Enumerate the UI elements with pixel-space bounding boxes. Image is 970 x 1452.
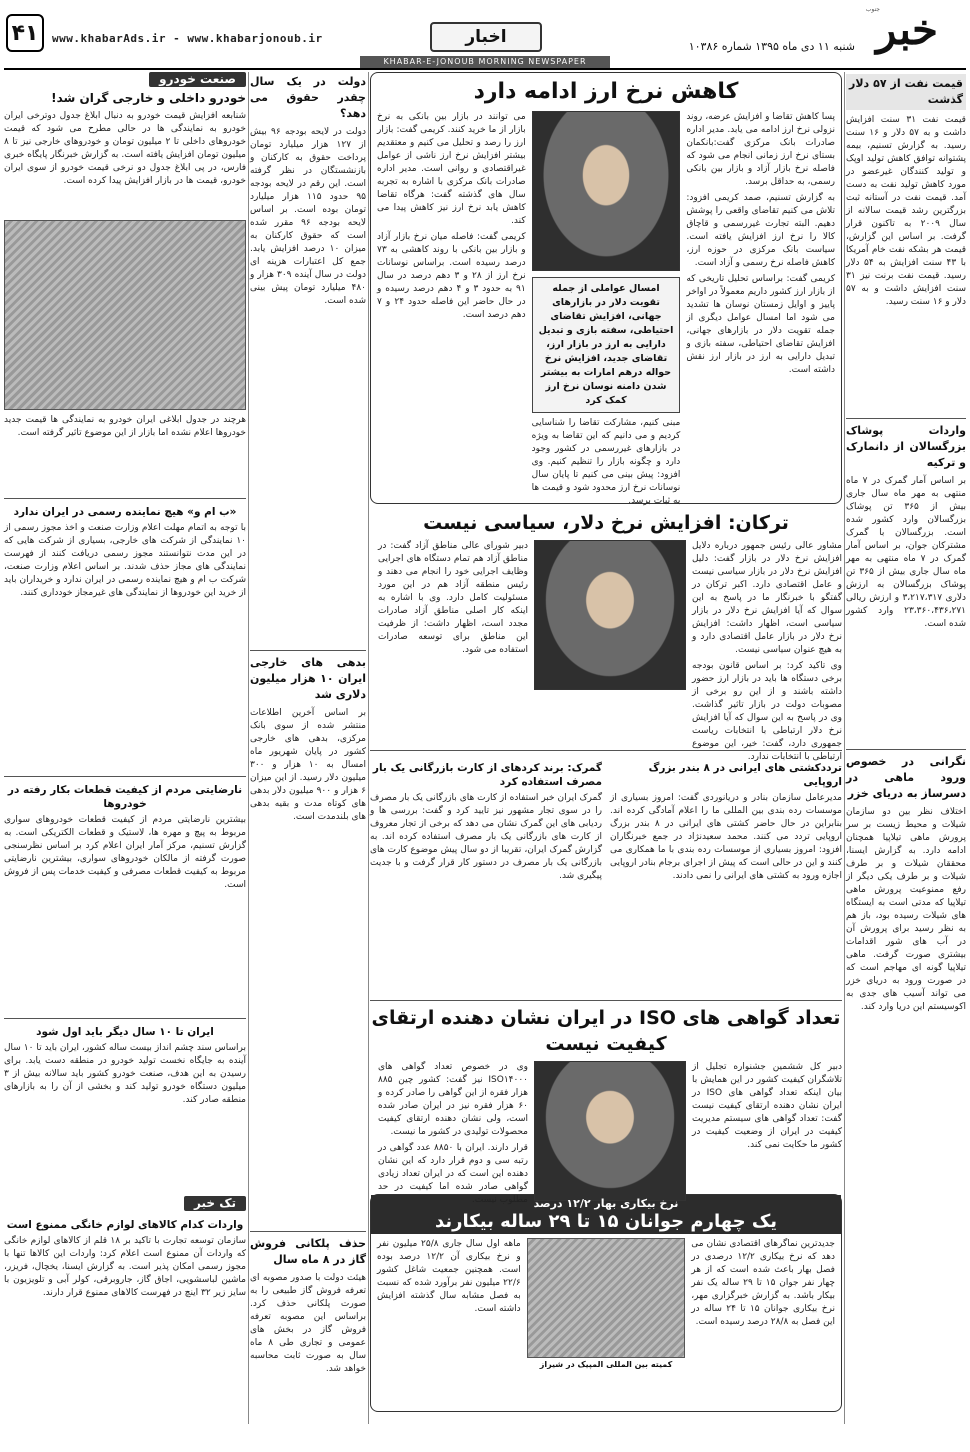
parts-title: نارضایتی مردم از کیفیت قطعات بکار رفته در خودروها [7, 784, 243, 810]
govt-salary-body: دولت در لایحه بودجه ۹۶ بیش از ۱۲۷ هزار میلیارد تومان پرداخت حقوق به کارکنان و بازنشستگان در نظر گرفته است. این رقم در لایحه بودجه ۹۵ حدود ۱۱۵ هزار میلیارد تومان بوده است. بر اساس لایحه بودجه ۹۶ مقرر شده است که حقوق کارکنان به میزان ۱۰ درصد افزایش یابد. جمع کل اعتبارات هزینه ای دولت در سال آینده ۳۰۹ هزار و ۴۸۰ میلیارد تومان پیش بینی شده است. [250, 127, 367, 306]
iso-paragraph: وی در خصوص تعداد گواهی های ISO۱۴۰۰۰ نیز گفت: کشور چین ۸۸۵ هزار فقره از این گواهی را صادر کرده و ۶۰ هزار فقره نیز در ایران صادر شده است، ولی نشان دهنده ارتقای کیفیت محصولات تولیدی در کشور ما نیست. [378, 1062, 528, 1137]
torkan-col-2 [534, 540, 686, 767]
left-column [4, 72, 246, 1422]
foreign-debt-body: بر اساس آخرین اطلاعات منتشر شده از سوی بانک مرکزی، بدهی های خارجی کشور در پایان شهریور ماه امسال به ۱۰ هزار و ۳۰۰ میلیون دلار رسید. از این میزان ۶ هزار و ۹۰۰ میلیون دلار بدهی های کوتاه مدت و بقیه بدهی های بلندمدت است. [250, 708, 366, 822]
imports-body: بر اساس آمار گمرک در ۷ ماه منتهی به مهر ماه سال جاری بیش از ۳۶۵ تن پوشاک بزرگسالان وارد کشور شده است. بزرگسالان با گمرک مشترکان جوان، بر اساس آمار گمرک در ۷ ماه منتهی به مهر ماه سال جاری بیش از ۳۶۵ تن پوشاک بزرگسالان به ارزش دلاری ۳،۲۱۷،۳۱۷ و ارزش ریالی ۲۳،۳۶۰،۴۳۶،۲۷۱ وارد کشور شده است. [846, 476, 966, 629]
iso-col-3 [378, 1061, 528, 1210]
iran-auto-title: ایران تا ۱۰ سال دیگر باید اول شود [36, 1026, 214, 1038]
parts-body: بیشترین نارضایتی مردم از کیفیت قطعات خودروهای سواری مربوط به پیچ و مهره ها، لاستیک و قطعات الکتریکی است. به گزارش تسنیم، مرکز آمار ایران اعلام کرد بر اساس نظرسنجی صورت گرفته از مالکان خودروهای سواری، بیشترین نارضایتی مربوط به کیفیت قطعات مصرفی و کیفیت خدمات پس از فروش است. [4, 815, 246, 890]
currency-paragraph: به گزارش تسنیم، صمد کریمی افزود: تلاش می کنیم تقاضای واقعی را پوشش دهیم. البته تجارت غیررسمی و قاچاق کالا را نرخ ارز افزایش یافته است. سیاست بانک مرکزی در حوزه ارز، کاهش فاصله نرخ رسمی و آزاد است. [686, 193, 835, 268]
youth-caption: کمیته بین المللی المپیک در شیراز [539, 1360, 673, 1369]
section-tag-brief: تک خبر [184, 1196, 246, 1211]
logo-subtitle: جنوب [865, 6, 880, 13]
govt-salary-title: دولت در یک سال چقدر حقوق می دهد؟ [250, 75, 366, 120]
gas-title: حذف پلکانی فروش گاز در ۸ ماه سال [250, 1237, 366, 1266]
iso-col-2 [534, 1061, 686, 1210]
brief-tag-wrap [4, 1196, 246, 1212]
currency-title: کاهش نرخ ارز ادامه دارد [473, 79, 739, 104]
youth-story [370, 1194, 842, 1412]
header-rule [4, 68, 966, 70]
main-column [370, 72, 842, 1422]
currency-paragraph: مبنی کنیم، مشارکت تقاضا را شناسایی کردیم و می دانیم که این تقاضا به ویژه در بازارهای غیررسمی در کشور وجود دارد و چگونه بازار را تنظیم کنیم. وی افزود: پیش بینی می کنیم تا پایان سال نوسانات نرخ ارز محدود شود و قیمت ها به ثبات برسد. [531, 418, 681, 506]
car-price-body: شنابعه افزایش قیمت خودرو به دنبال ابلاغ جدول دوترخی ایران خودرو به نمایندگی ها در حالی مطرح می شود که قیمت خودروهای داخلی تا ۲ میلیون تومان و خودروهای خارجی نیز تا ۸ میلیون تومان افزایش یافته است. به گزارش خبرنگار پایگاه خبری فارس، در پی ابلاغ جدول دو نرخی قیمت خودرو از سوی ایران خودرو، قیمت ها در بازار افزایش پیدا کرده است. [4, 111, 247, 186]
customs-story [370, 755, 602, 1000]
torkan-col-1 [692, 540, 842, 767]
youth-title: یک چهارم جوانان ۱۵ تا ۲۹ ساله بیکارند [371, 1212, 841, 1234]
torkan-title: ترکان: افزایش نرخ دلار، سیاسی نیست [423, 512, 789, 534]
torkan-col-3 [378, 540, 528, 767]
ships-customs-row [370, 750, 842, 1000]
youth-col-3 [377, 1238, 521, 1371]
column-divider [368, 72, 369, 1424]
youth-paragraph: ماهه اول سال جاری ۲۵/۸ میلیون نفر و نرخ بیکاری آن ۱۲/۲ درصد بوده است. همچنین جمعیت شاغل کشور ۲۲/۶ میلیون نفر برآورد شده که نسبت به فصل مشابه سال گذشته افزایش داشته است. [376, 1239, 521, 1314]
currency-col-2 [532, 111, 681, 511]
customs-title: گمرک: برند کردهای از کارت بازرگانی یک بار مصرف استفاده کرد [372, 762, 602, 788]
customs-body: گمرک ایران خبر استفاده از کارت های بازرگانی یک بار مصرف را در سوی تجار مشهور نیز تایید کرد و گفت: بررسی ها و ردیابی های این گمرک نشان می دهد که برخی از تجار معروف از کارت های بازرگانی یک بار مصرف استفاده کرده اند. به گزارش گمرک ایران، تقریبا از دو سال پیش موضوع کارت های بازرگانی یک بار مصرف در دستور کار قرار گرفت و با جدیت پیگیری شد. [370, 793, 602, 881]
youth-columns [371, 1234, 841, 1375]
newspaper-logo: خبر [876, 5, 938, 54]
youth-col-2 [527, 1238, 686, 1371]
foreign-debt-title: بدهی های خارجی ایران ۱۰ هزار میلیون دلاری شد [250, 656, 366, 701]
currency-paragraph: می توانند در بازار بین بانکی به نرخ بازار از ما خرید کنند. کریمی گفت: بازار ارز را رصد و تحلیل می کنیم و معتقدیم بیشتر افزایش نرخ ارز ناشی از عوامل غیراقتصادی و روانی است. مدیر اداره صادرات بانک مرکزی با اشاره به تجربه سال های گذشته گفت: هرگاه تقاضا کاهش یابد نرخ ارز نیز کاهش پیدا می کند. [376, 112, 526, 226]
appliance-body: سازمان توسعه تجارت با تاکید بر ۱۸ قلم از کالاهای لوازم خانگی که واردات آن ممنوع است اعلام کرد: واردات این کالاها تنها با مجوز رسمی امکان پذیر است. به گزارش ایسنا، یخچال، فریزر، ماشین لباسشویی، اجاق گاز، جاروبرقی، کولر آبی و تلویزیون با سایز زیر ۳۲ اینچ در فهرست کالاهای ممنوع قرار دارند. [4, 1236, 246, 1298]
torkan-story [370, 510, 842, 762]
youth-strap: نرخ بیکاری بهار ۱۲/۲ درصد [371, 1195, 841, 1212]
issue-date: شنبه ۱۱ دی ماه ۱۳۹۵ شماره ۱۰۳۸۶ [688, 40, 855, 53]
column-divider [248, 72, 249, 1424]
divider [250, 1231, 366, 1232]
appliance-title: واردات کدام کالاهای لوازم خانگی ممنوع است [6, 1219, 244, 1231]
right-column [846, 72, 966, 1422]
currency-paragraph: کریمی گفت: فاصله میان نرخ بازار آزاد و بازار بین بانکی با روند کاهشی به ۷۳ درصد رسیده است. براساس نوسانات نرخ ارز از ۲۸ و ۳ دهم درصد در سال ۹۱ به حدود ۳ و ۴ دهم درصد رسیده و در حال حاضر این فاصله حدود ۲۴ و ۷ دهم درصد است. [376, 232, 526, 320]
torkan-paragraph: وی تاکید کرد: بر اساس قانون بودجه برخی دستگاه ها باید در بازار ارز حضور داشته باشند و از این رو برخی از مصوبات دولت در بازار تاثیر گذاشت. وی در پاسخ به این سوال که آیا افزایش نرخ دلار ارتباطی با انتخابات ریاست جمهوری دارد، گفت: خیر، این موضوع ارتباطی با انتخابات ندارد. [692, 661, 842, 762]
iso-columns [370, 1061, 842, 1210]
torkan-paragraph: مشاور عالی رئیس جمهور درباره دلایل افزایش نرخ دلار در بازار گفت: دلیل افزایش نرخ دلار در بازار سیاسی نیست و عامل اقتصادی دارد. اکبر ترکان در گفتگو با خبرنگار ما در پاسخ به این سوال که آیا افزایش نرخ دلار در بازار سیاسی است، اظهار داشت: افزایش نرخ دلار در بازار عامل اقتصادی دارد و به هیچ عنوان سیاسی نیست. [692, 541, 842, 655]
torkan-paragraph: دبیر شورای عالی مناطق آزاد گفت: در مناطق آزاد هم تمام دستگاه های اجرایی وظایف اجرایی خود را انجام می دهند و رئیس منطقه آزاد هم در این مورد مسئولیت کامل دارد. وی با اشاره به اینکه کار اصلی مناطق آزاد صادرات مجدد است، اظهار داشت: از ظرفیت این مناطق برای توسعه صادرات استفاده می شود. [378, 541, 528, 655]
caspian-body: اختلاف نظر بین دو سازمان شیلات و محیط زیست بر سر پرورش ماهی تیلاپیا همچنان ادامه دارد. به گزارش ایسنا، محققان شیلات و بر طرف شیلات و بر طرف یکی دیگر از رفع ممنوعیت پرورش ماهی تیلاپیا که مدتی است به ایستگاه های شیلات رسیده بود، باز هم به نظر رسید برای پرورش آن در آب های شور اقدامات بیشتری صورت گرفت. ماهی تیلاپیا گونه ای مهاجم است که در صورت ورود به دریای خزر می تواند آسیب های جدی به اکوسیستم این دریا وارد کند. [846, 807, 966, 1012]
section-label: اخبار [430, 22, 542, 52]
leftmid-column [250, 72, 366, 1422]
iso-title: تعداد گواهی های ISO در ایران نشان دهنده ارتقای کیفیت نیست [371, 1007, 841, 1055]
iso-photo [534, 1061, 686, 1201]
youth-col-1 [691, 1238, 835, 1371]
divider [846, 749, 966, 750]
iso-paragraph: دبیر کل ششمین جشنواره تجلیل از تلاشگران کیفیت کشور در این همایش با بیان اینکه تعداد گواهی های ISO در ایران نشان دهنده ارتقای کیفیت نیست گفت: تعداد گواهی های سیستم مدیریت کیفیت در ایران از وضعیت کیفیت در کشور ما حکایت نمی کند. [692, 1062, 842, 1150]
divider [4, 1018, 246, 1019]
torkan-columns [370, 540, 842, 767]
bmw-title: «ب ام و» هیچ نماینده رسمی در ایران ندارد [13, 506, 237, 518]
column-divider [844, 72, 845, 1424]
currency-quote: امسال عواملی از جمله تقویت دلار در بازارهای جهانی، افزایش تقاضای احتیاطی، سفته بازی و تبدیل دارایی به ارز در بازار ارز، تقاضای جدید، افزایش نرخ حواله درهم امارات به بیشتر شدن دامنه نوسان نرخ ارز کمک کرد [532, 277, 681, 413]
divider [846, 418, 966, 419]
currency-story [370, 72, 842, 504]
section-tag-car: صنعت خودرو [149, 72, 246, 87]
iso-paragraph: قرار دارند. ایران با ۸۸۵۰ عدد گواهی در رتبه سی و دوم قرار دارد که این نشان دهنده این است که در ایران تعداد زیادی گواهی صادر شده اما کیفیت در حد مطلوب نیست. [378, 1143, 528, 1205]
currency-paragraph: کریمی گفت: براساس تحلیل تاریخی که از بازار ارز کشور داریم معمولاً در اواخر پاییز و اوایل زمستان نوسان ها تشدید می شود اما امسال عوامل دیگری از جمله تقویت دلار در بازارهای جهانی، افزایش تقاضای احتیاطی، سفته بازی و تبدیل دارایی به ارز در بازار ارز نقش داشته است. [686, 274, 835, 375]
masthead [0, 0, 970, 68]
gas-body: هیئت دولت با صدور مصوبه ای تعرفه فروش گاز طبیعی را به صورت پلکانی حذف کرد. براساس این مصوبه تعرفه فروش گاز در بخش های عمومی و تجاری طی ۸ ماه سال به صورت ثابت محاسبه خواهد شد. [250, 1273, 367, 1374]
currency-col-1 [686, 111, 835, 511]
caspian-title: نگرانی در خصوص ورود ماهی در دسرساز به دریای خزر [846, 755, 966, 800]
ships-title: ترددکشتی های ایرانی در ۸ بندر بزرگ اروپایی [648, 762, 842, 788]
oil-body: قیمت نفت ۳۱ سنت افزایش داشت و به ۵۷ دلار و ۱۶ سنت رسید. به گزارش تسنیم، بیمه پشتوانه توافق کاهش تولید اوپک و تولید کنندگان غیرعضو در مورد کاهش تولید نفت به دست آمد. قیمت نفت در آستانه ثبت بزرگترین رشد قیمت سالانه از سال ۲۰۰۹ به تاکنون قرار گرفت. بر اساس این گزارش، قیمت هر بشکه نفت خام آمریکا با ۴۳ سنت افزایش به ۵۴ دلار رسید. قیمت نفت برنت نیز ۳۱ سنت افزایش داشت و به ۵۷ دلار و ۱۶ سنت رسید. [846, 115, 966, 307]
page-number: ۴۱ [6, 14, 44, 52]
english-strip: KHABAR-E-JONOUB MORNING NEWSPAPER [360, 56, 610, 68]
currency-col-3 [377, 111, 526, 511]
car-tag-wrap [4, 72, 246, 88]
divider [4, 498, 246, 499]
car-price-title: خودرو داخلی و خارجی گران شد! [51, 91, 246, 105]
car-caption: هرچند در جدول ابلاغی ایران خودرو به نمایندگی ها قیمت جدید خودروها اعلام نشده اما بازار از این موضوع تاثیر گرفته است. [4, 415, 246, 438]
website-url[interactable]: www.khabarAds.ir - www.khabarjonoub.ir [52, 32, 323, 45]
youth-photo [527, 1238, 686, 1358]
oil-title: قیمت نفت از ۵۷ دلار گذشت [846, 74, 966, 110]
iso-col-1 [692, 1061, 842, 1210]
ships-body: مدیرعامل سازمان بنادر و دریانوردی گفت: امروز بسیاری از موسسات رده بندی بین المللی ما را اعلام آمادگی کرده اند. بنابراین در حال حاضر کشتی های ایرانی در ۸ بندر بزرگ اروپایی تردد می کنند. محمد سعیدنژاد در جمع خبرنگاران افزود: امروز بسیاری از موسسات رده بندی با ما همکاری می کنند و این در حالی است که پیش از اجرای برجام بنادر اروپایی اجازه ورود به کشتی های ایرانی را نمی دادند. [610, 793, 842, 881]
ships-story [610, 755, 842, 1000]
car-lot-photo [4, 220, 246, 410]
youth-paragraph: جدیدترین نماگرهای اقتصادی نشان می دهد که نرخ بیکاری ۱۲/۲ درصدی در فصل بهار باعث شده است که از هر چهار نفر جوان ۱۵ تا ۲۹ ساله یک نفر بیکار باشد. به گزارش خبرگزاری مهر، نرخ بیکاری جوانان ۱۵ تا ۲۴ ساله در این فصل به ۲۸/۸ درصد رسیده است. [691, 1239, 836, 1327]
divider [4, 776, 246, 777]
karimi-photo [532, 111, 681, 271]
bmw-body: با توجه به اتمام مهلت اعلام وزارت صنعت و اخذ مجوز رسمی از ۱۰ نمایندگی از شرکت های خارجی، بسیاری از شرکت هایی که در این مدت نتوانستند مجوز رسمی دریافت کنند از فهرست نمایندگی های مجاز حذف شدند. بر اساس اعلام وزارت صنعت، شرکت ب ام و هیچ نماینده رسمی در ایران ندارد و خریداران باید از خرید این خودروها از نمایندگی های غیرمجاز خودداری کنند. [4, 523, 246, 598]
iran-auto-body: براساس سند چشم انداز بیست ساله کشور، ایران باید تا ۱۰ سال آینده به جایگاه نخست تولید خودرو در منطقه دست یابد. برای رسیدن به این هدف، صنعت خودرو کشور باید سالانه بیش از ۳ میلیون دستگاه خودرو تولید کند و بخشی از آن را به بازارهای منطقه صادر کند. [4, 1043, 246, 1105]
divider [250, 650, 366, 651]
torkan-photo [534, 540, 686, 690]
currency-columns [377, 111, 835, 511]
currency-paragraph: پسا کاهش تقاضا و افزایش عرضه، روند نزولی نرخ ارز ادامه می یابد. مدیر اداره صادرات بانک مرکزی گفت:بانکمان بستای نرخ ارز زمانی انجام می شود که فاصله نرخ بازار آزاد و بازار بین بانکی رسمی، به حداقل برسد. [686, 112, 835, 187]
imports-title: واردات پوشاک بزرگسالان از دانمارک و ترکیه [846, 424, 966, 469]
